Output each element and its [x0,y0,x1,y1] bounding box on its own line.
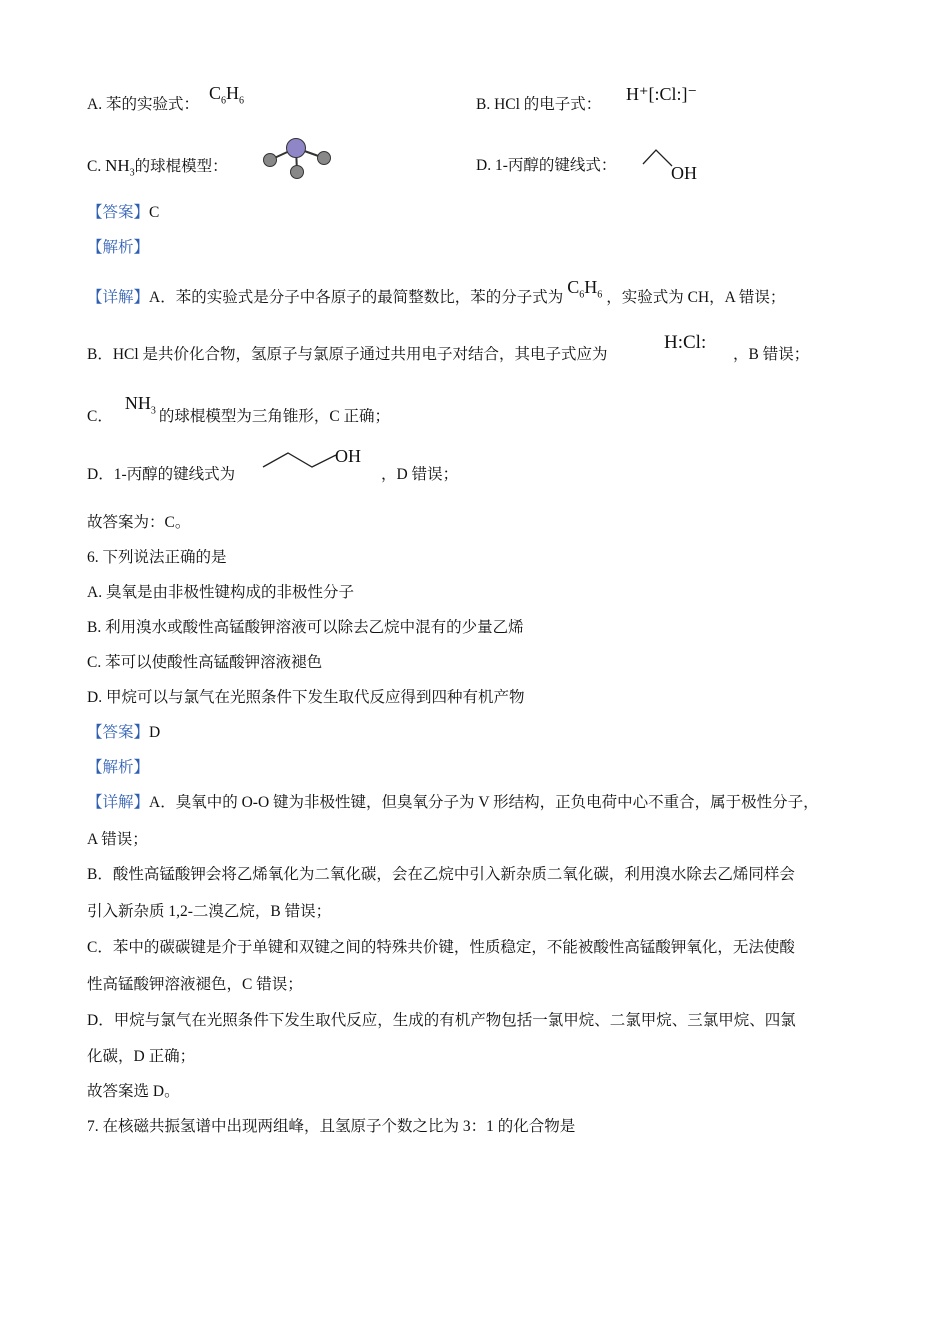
option-d: D. 1-丙醇的键线式： [476,157,617,174]
option-a-formula: $C_6H_6$ [209,83,245,107]
q5-detail-d-oh: OH [335,446,361,466]
q6-detail-a-1: 【详解】A．臭氧中的 O-O 键为非极性键，但臭氧分子为 V 形结构，正负电荷中心不重合，属于极性分子， [87,794,819,811]
q6-detail-d-1: D．甲烷与氯气在光照条件下发生取代反应，生成的有机产物包括一氯甲烷、二氯甲烷、三氯甲烷、四氯 [87,1012,796,1029]
q6-analysis-tag: 【解析】 [87,759,150,776]
q6-option-b: B. 利用溴水或酸性高锰酸钾溶液可以除去乙烷中混有的少量乙烯 [87,619,524,636]
q6-detail-b-2: 引入新杂质 1,2-二溴乙烷，B 错误； [87,903,332,920]
q6-detail-b-1: B．酸性高锰酸钾会将乙烯氧化为二氧化碳，会在乙烷中引入新杂质二氧化碳，利用溴水除去乙烯同样会 [87,866,795,883]
q5-detail-a: 【详解】A．苯的实验式是分子中各原子的最简整数比，苯的分子式为$C_6H_6$ ，实验式为 CH，A 错误； [87,277,786,306]
q6-option-c: C. 苯可以使酸性高锰酸钾溶液褪色 [87,654,323,671]
q6-conclusion: 故答案选 D。 [87,1083,180,1100]
option-a-label: A. 苯的实验式： [87,96,199,113]
option-b-formula: H⁺[:Cl:]⁻ [626,84,697,104]
propanol-skeletal-large [262,449,342,477]
q5-detail-d: D．1-丙醇的键线式为 [87,466,236,483]
q5-detail-c: C．$NH_3$ 的球棍模型为三角锥形，C 正确； [87,393,391,425]
q5-analysis-tag: 【解析】 [87,239,150,256]
q5-detail-b-end: ，B 错误； [733,346,810,363]
nh3-ball-stick-model [258,136,338,188]
q6-detail-c-1: C．苯中的碳碳键是介于单键和双键之间的特殊共价键，性质稳定，不能被酸性高锰酸钾氧化，无法使酸 [87,939,795,956]
q5-detail-d-end: ，D 错误； [381,466,459,483]
q6-stem: 6. 下列说法正确的是 [87,549,227,566]
q6-detail-c-2: 性高锰酸钾溶液褪色，C 错误； [87,976,303,993]
option-b-label: B. HCl 的电子式： [476,96,602,113]
q6-option-a: A. 臭氧是由非极性键构成的非极性分子 [87,584,354,601]
q6-detail-d-2: 化碳，D 正确； [87,1048,196,1065]
q6-detail-a-2: A 错误； [87,831,148,848]
q5-answer: 【答案】C [87,204,160,221]
option-b [476,95,601,115]
q7-stem: 7. 在核磁共振氢谱中出现两组峰，且氢原子个数之比为 3：1 的化合物是 [87,1118,576,1135]
q5-detail-b: B．HCl 是共价化合物，氢原子与氯原子通过共用电子对结合，其电子式应为 [87,346,608,363]
option-d-oh: OH [671,163,697,183]
q6-answer: 【答案】D [87,724,161,741]
option-a [87,95,199,115]
hcl-electron-formula: H:Cl: [664,332,707,353]
q6-option-d: D. 甲烷可以与氯气在光照条件下发生取代反应得到四种有机产物 [87,689,525,706]
option-c: C. $NH_3$的球棍模型： [87,156,228,179]
q5-conclusion: 故答案为：C。 [87,514,191,531]
